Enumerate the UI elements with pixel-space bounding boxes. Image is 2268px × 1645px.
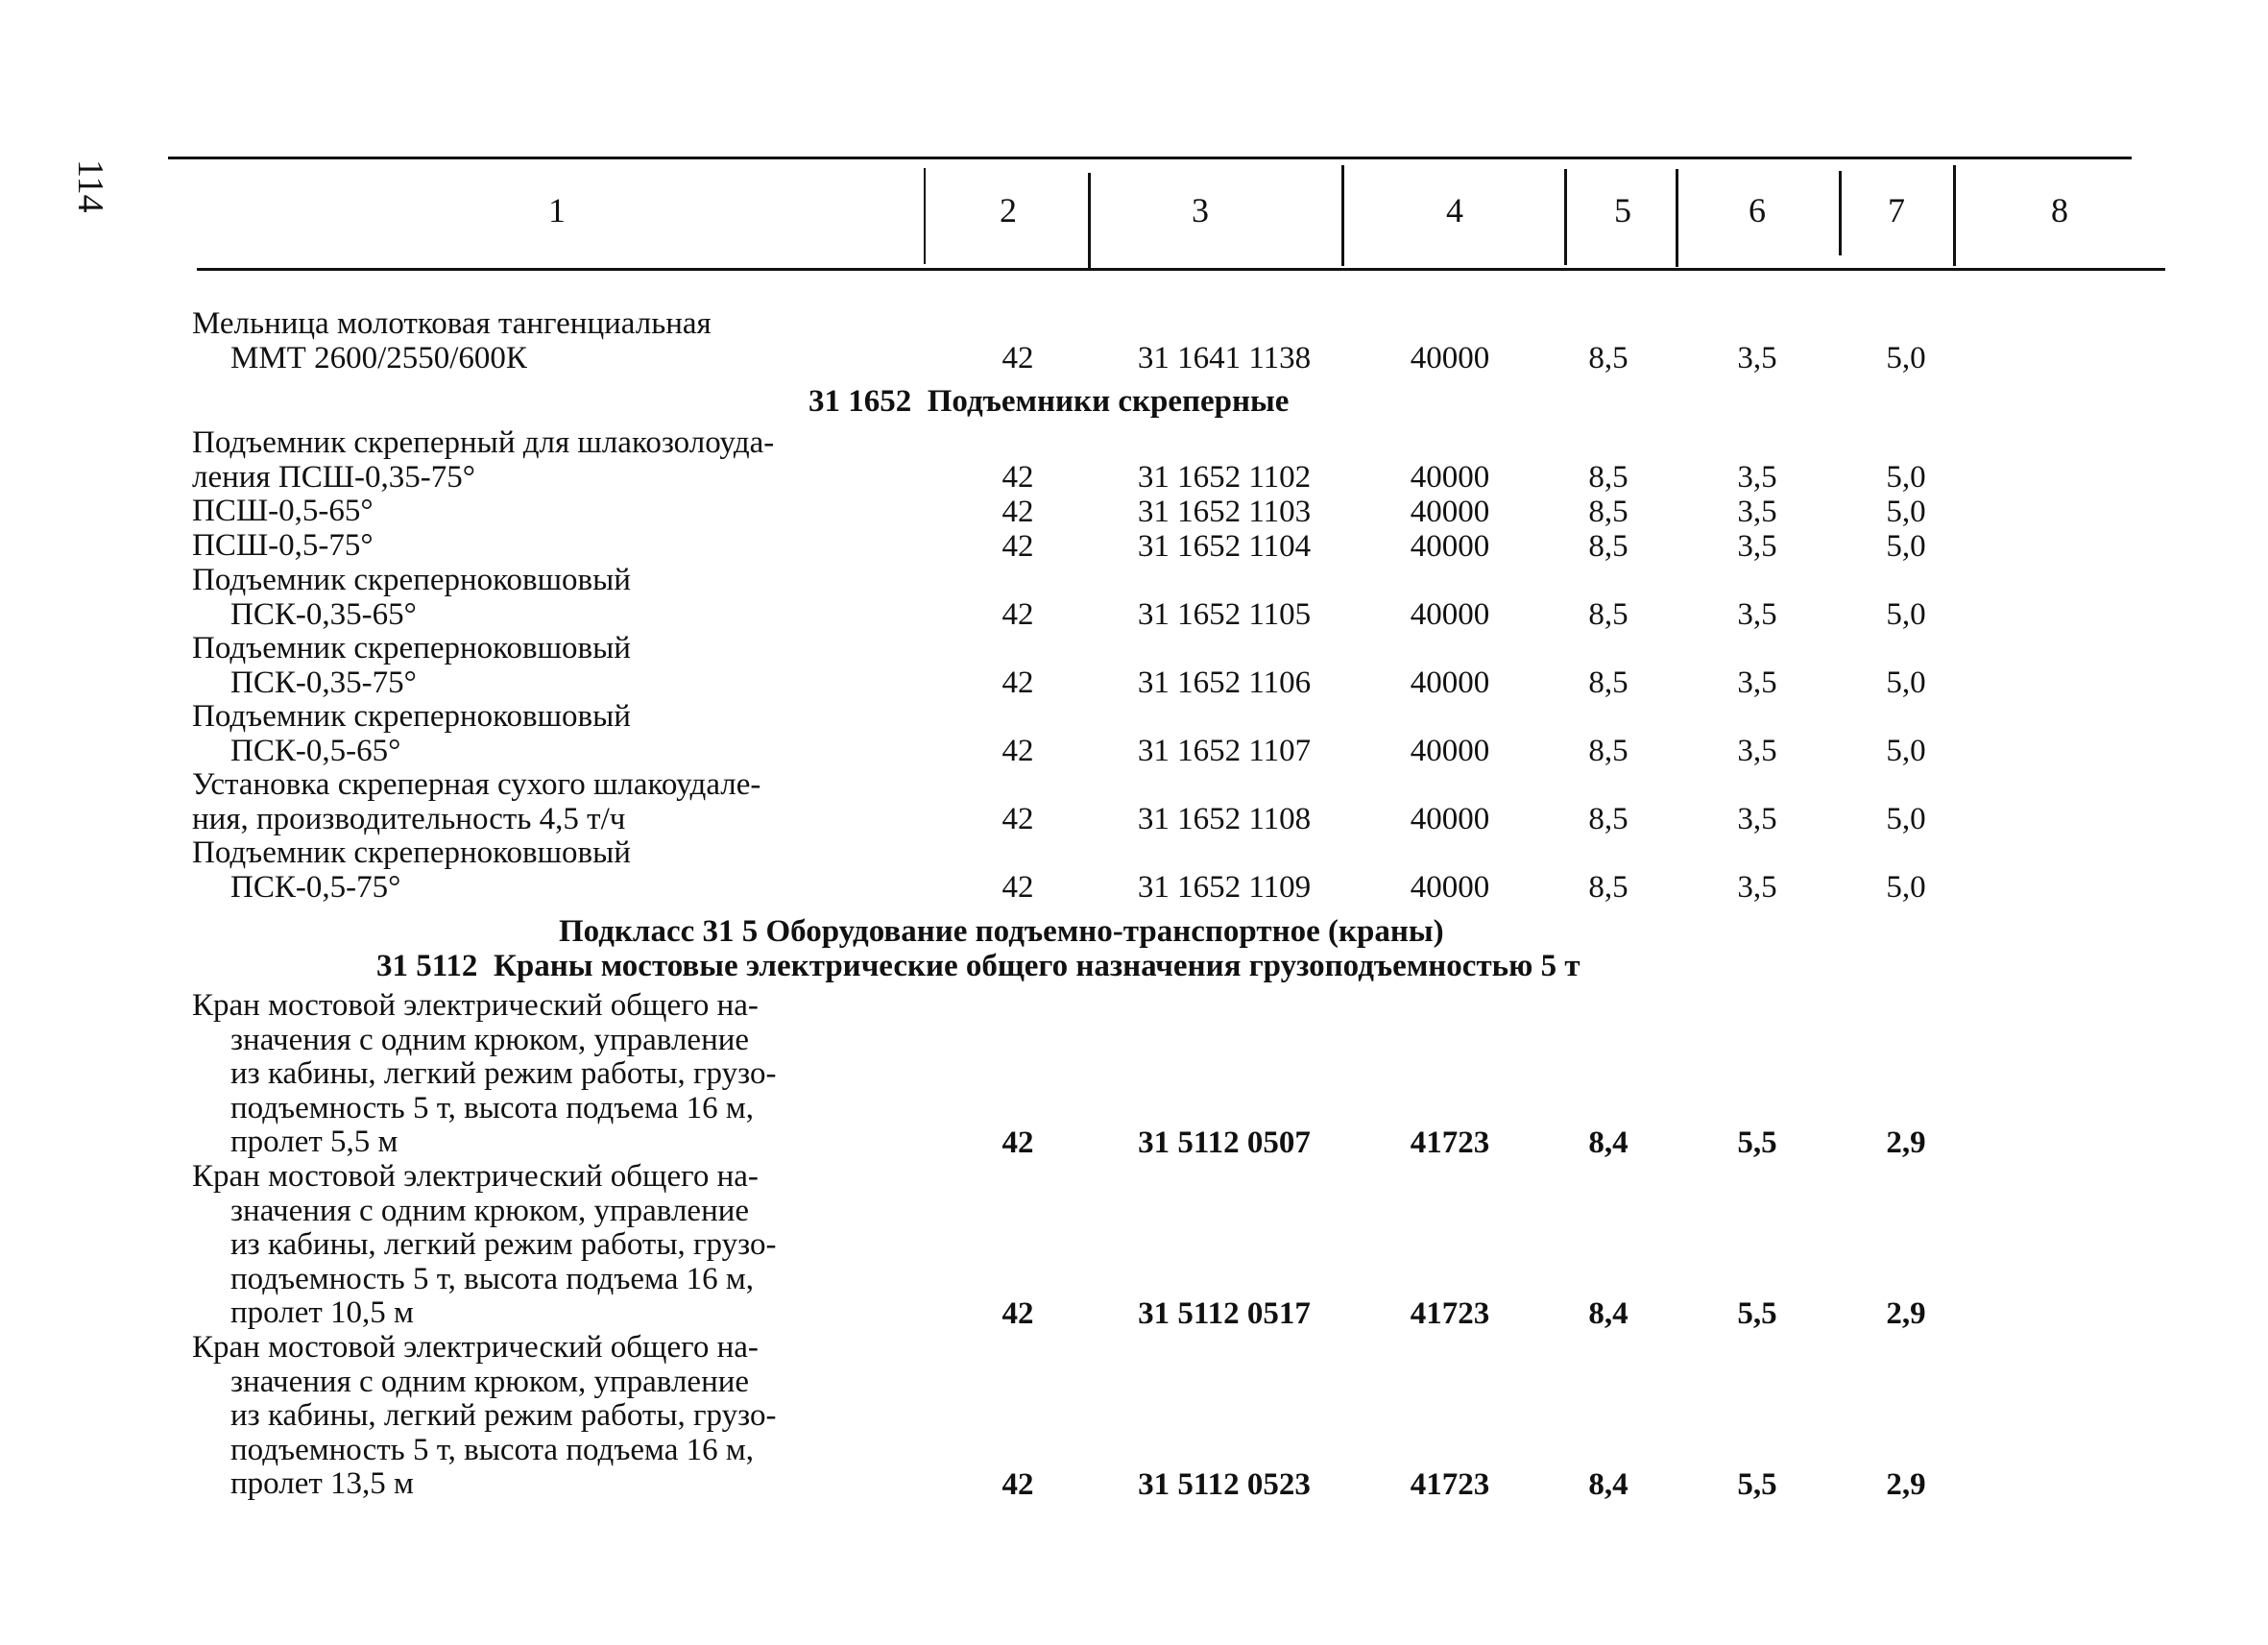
item-name: Подъемник скреперноковшовый ПСК-0,5-75° xyxy=(192,835,631,905)
col-header-7: 7 xyxy=(1888,191,1905,230)
col-divider xyxy=(1839,171,1842,255)
col-header-4: 4 xyxy=(1446,191,1463,230)
section-heading-5112: 31 5112 Краны мостовые электрические общего назначения грузоподъемностью 5 т xyxy=(376,949,1580,983)
subclass-heading: Подкласс 31 5 Оборудование подъемно-транспортное (краны) xyxy=(559,914,1444,949)
col-header-3: 3 xyxy=(1192,191,1209,230)
section-heading-1652: 31 1652 Подъемники скреперные xyxy=(808,384,1290,419)
col-divider xyxy=(1953,165,1956,266)
page-number: 114 xyxy=(70,159,110,213)
col-header-6: 6 xyxy=(1749,191,1766,230)
item-name: Кран мостовой электрический общего на- значения с одним крюком, управление из кабины, легкий режим работы, грузо- подъемность 5 т, высота подъема 16 м, пролет 5,5 м xyxy=(192,988,777,1159)
item-name: Кран мостовой электрический общего на- значения с одним крюком, управление из кабины, легкий режим работы, грузо- подъемность 5 т, высота подъема 16 м, пролет 13,5 м xyxy=(192,1330,777,1501)
col-divider xyxy=(1341,165,1344,266)
item-name: Установка скреперная сухого шлакоудале- ния, производительность 4,5 т/ч xyxy=(192,767,761,836)
item-name: ПСШ-0,5-75° xyxy=(192,528,374,563)
table-top-rule xyxy=(168,157,2132,159)
item-name: Подъемник скреперноковшовый ПСК-0,35-75° xyxy=(192,631,631,700)
col-header-8: 8 xyxy=(2051,191,2068,230)
col-header-5: 5 xyxy=(1614,191,1631,230)
col-divider xyxy=(1564,169,1567,265)
header-bottom-rule xyxy=(197,268,2165,271)
item-name: Подъемник скреперноковшовый ПСК-0,5-65° xyxy=(192,699,631,768)
col-header-1: 1 xyxy=(548,191,566,230)
item-name: Подъемник скреперный для шлакозолоуда- ления ПСШ-0,35-75° xyxy=(192,425,775,495)
col-divider xyxy=(1088,173,1091,269)
item-name: Мельница молотковая тангенциальная ММТ 2600/2550/600К xyxy=(192,306,712,375)
col-divider xyxy=(924,168,926,264)
item-name: Подъемник скреперноковшовый ПСК-0,35-65° xyxy=(192,563,631,632)
item-name: Кран мостовой электрический общего на- значения с одним крюком, управление из кабины, легкий режим работы, грузо- подъемность 5 т, высота подъема 16 м, пролет 10,5 м xyxy=(192,1159,777,1330)
item-name: ПСШ-0,5-65° xyxy=(192,494,374,528)
col-header-2: 2 xyxy=(1000,191,1017,230)
col-divider xyxy=(1676,169,1678,267)
